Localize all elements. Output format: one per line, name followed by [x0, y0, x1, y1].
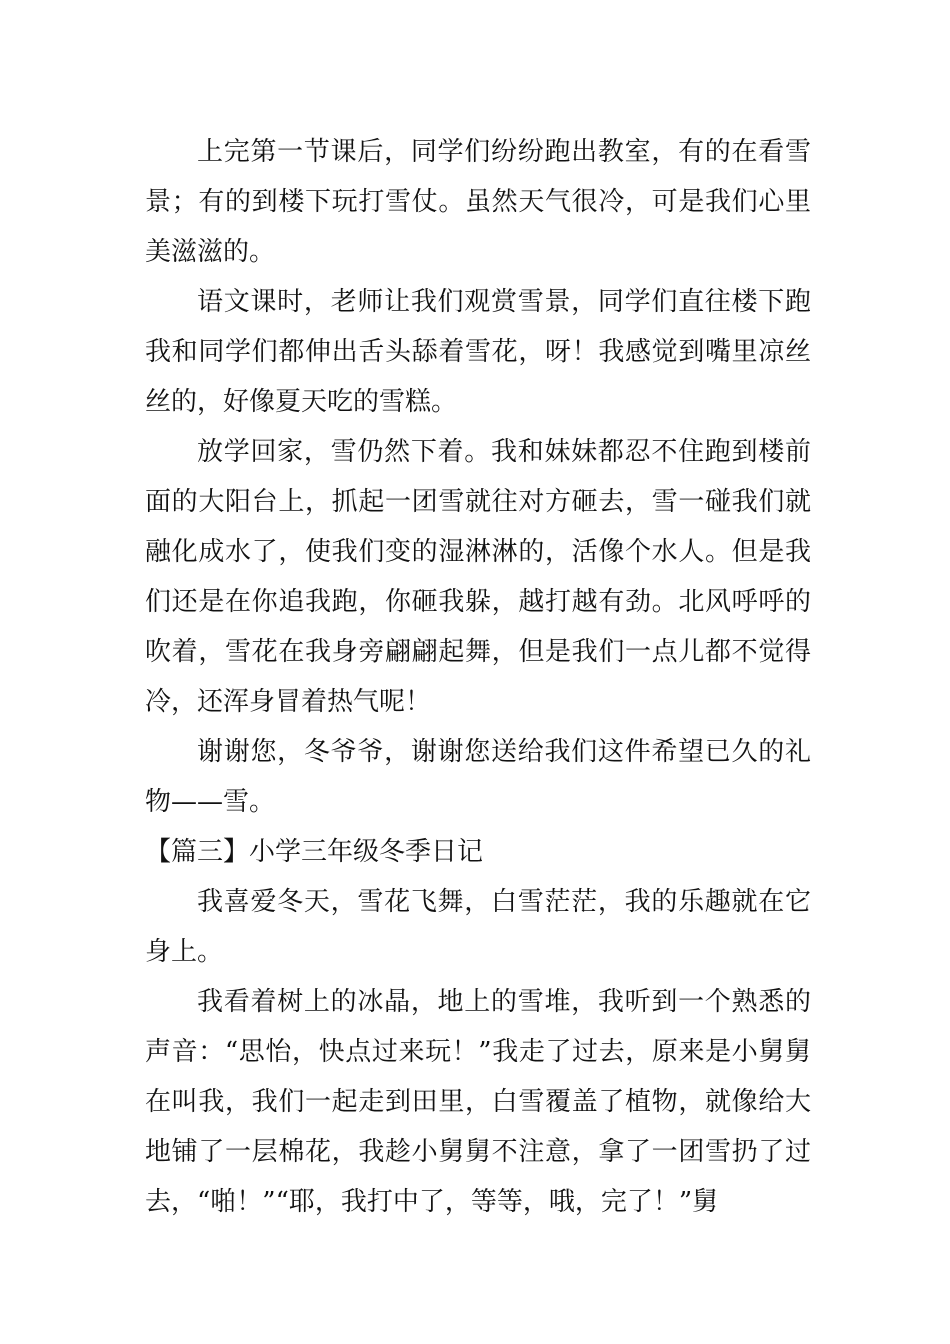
paragraph-thanks-winter: 谢谢您，冬爷爷，谢谢您送给我们这件希望已久的礼物——雪。 [145, 737, 811, 817]
section-heading: 【篇三】小学三年级冬季日记 [145, 837, 484, 867]
paragraph-after-school: 放学回家，雪仍然下着。我和妹妹都忍不住跑到楼前面的大阳台上，抓起一团雪就往对方砸去，雪一碰我们就融化成水了，使我们变的湿淋淋的，活像个水人。但是我们还是在你追我跑，你砸我躲，越打越有劲。北风呼呼的吹着，雪花在我身旁翩翩起舞，但是我们一点儿都不觉得冷，还浑身冒着热气呢！ [145, 437, 811, 717]
document-body [145, 127, 811, 1227]
paragraph-love-winter: 我喜爱冬天，雪花飞舞，白雪茫茫，我的乐趣就在它身上。 [145, 887, 811, 967]
paragraph-snowball-fight: 我看着树上的冰晶，地上的雪堆，我听到一个熟悉的声音：“思怡，快点过来玩！”我走了过去，原来是小舅舅在叫我，我们一起走到田里，白雪覆盖了植物，就像给大地铺了一层棉花，我趁小舅舅不注意，拿了一团雪扔了过去，“啪！”“耶，我打中了，等等，哦，完了！”舅 [145, 987, 811, 1217]
paragraph-first-class-break: 上完第一节课后，同学们纷纷跑出教室，有的在看雪景；有的到楼下玩打雪仗。虽然天气很冷，可是我们心里美滋滋的。 [145, 137, 811, 267]
paragraph-chinese-class: 语文课时，老师让我们观赏雪景，同学们直往楼下跑我和同学们都伸出舌头舔着雪花，呀！我感觉到嘴里凉丝丝的，好像夏天吃的雪糕。 [145, 287, 811, 417]
